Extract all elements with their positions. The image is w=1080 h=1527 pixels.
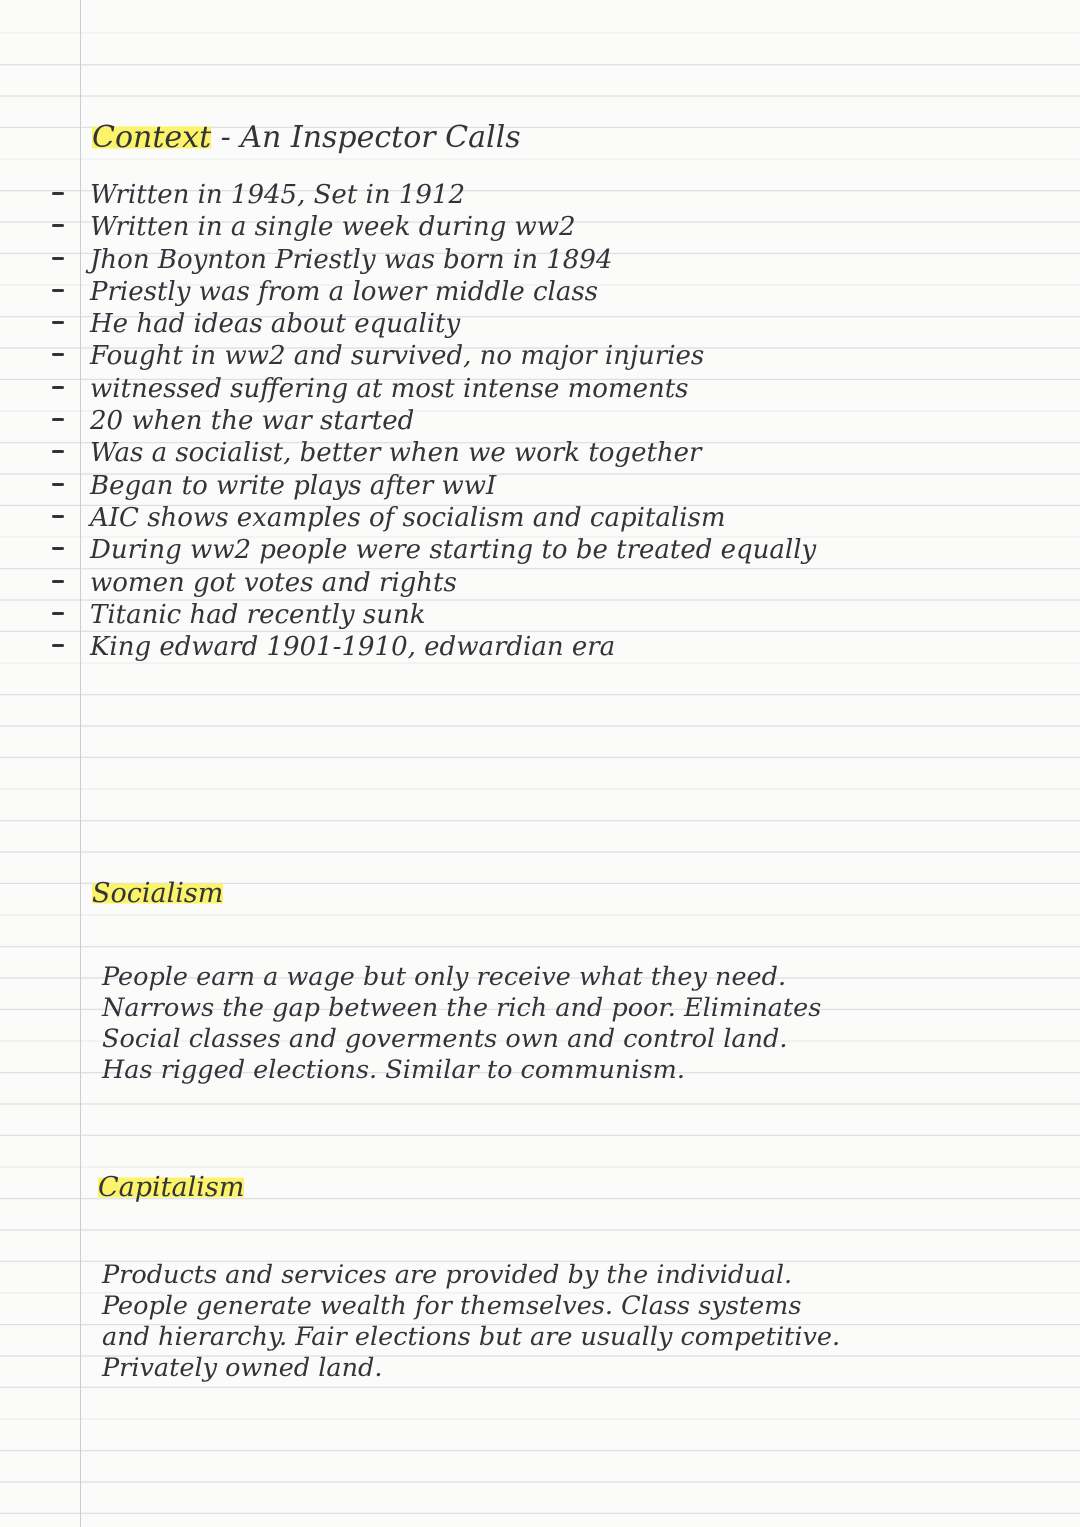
list-item xyxy=(40,406,1040,438)
capitalism-heading-highlight: Capitalism xyxy=(98,1172,245,1203)
list-item-text: 20 when the war started xyxy=(90,406,415,437)
list-item xyxy=(40,471,1040,503)
list-item-text: King edward 1901-1910, edwardian era xyxy=(90,632,616,663)
list-item xyxy=(40,374,1040,406)
list-item xyxy=(40,341,1040,373)
list-item-text: During ww2 people were starting to be treated equally xyxy=(90,535,817,566)
list-item xyxy=(40,438,1040,470)
paragraph-line: Narrows the gap between the rich and poor. Eliminates xyxy=(102,993,822,1023)
list-item xyxy=(40,180,1040,212)
list-item xyxy=(40,568,1040,600)
list-item xyxy=(40,535,1040,567)
title-highlight: Context xyxy=(92,120,212,155)
paragraph-line: People generate wealth for themselves. Class systems xyxy=(102,1291,802,1321)
dash-icon xyxy=(52,450,64,453)
list-item-text: He had ideas about equality xyxy=(90,309,461,340)
list-item-text: Was a socialist, better when we work together xyxy=(90,438,702,469)
dash-icon xyxy=(52,257,64,260)
paragraph-line: Social classes and goverments own and control land. xyxy=(102,1024,788,1054)
title-rest: - An Inspector Calls xyxy=(211,120,521,155)
paragraph-line: and hierarchy. Fair elections but are usually competitive. xyxy=(102,1322,841,1352)
socialism-paragraph xyxy=(102,962,821,1086)
dash-icon xyxy=(52,418,64,421)
list-item xyxy=(40,600,1040,632)
socialism-heading xyxy=(88,878,227,909)
dash-icon xyxy=(52,612,64,615)
paragraph-line: People earn a wage but only receive what they need. xyxy=(102,962,787,992)
dash-icon xyxy=(52,224,64,227)
list-item-text: Written in a single week during ww2 xyxy=(90,212,576,243)
page-title xyxy=(88,120,525,155)
list-item-text: Priestly was from a lower middle class xyxy=(90,276,599,307)
list-item-text: Jhon Boynton Priestly was born in 1894 xyxy=(90,244,613,275)
list-item-text: Began to write plays after wwI xyxy=(90,470,497,501)
dash-icon xyxy=(52,644,64,647)
dash-icon xyxy=(52,353,64,356)
socialism-heading-highlight: Socialism xyxy=(92,878,224,909)
list-item xyxy=(40,277,1040,309)
list-item xyxy=(40,503,1040,535)
list-item-text: women got votes and rights xyxy=(90,567,457,598)
list-item-text: Titanic had recently sunk xyxy=(90,599,426,630)
list-item xyxy=(40,245,1040,277)
list-item-text: witnessed suffering at most intense moments xyxy=(90,373,689,404)
list-item xyxy=(40,309,1040,341)
capitalism-paragraph xyxy=(102,1260,840,1384)
context-bullet-list xyxy=(40,180,1040,664)
list-item xyxy=(40,212,1040,244)
dash-icon xyxy=(52,483,64,486)
list-item-text: Fought in ww2 and survived, no major injuries xyxy=(90,341,705,372)
paragraph-line: Has rigged elections. Similar to communism. xyxy=(102,1055,685,1085)
dash-icon xyxy=(52,386,64,389)
dash-icon xyxy=(52,547,64,550)
dash-icon xyxy=(52,192,64,195)
dash-icon xyxy=(52,321,64,324)
paragraph-line: Products and services are provided by the individual. xyxy=(102,1260,793,1290)
list-item-text: Written in 1945, Set in 1912 xyxy=(90,180,466,210)
list-item-text: AIC shows examples of socialism and capitalism xyxy=(90,502,726,533)
dash-icon xyxy=(52,289,64,292)
dash-icon xyxy=(52,580,64,583)
dash-icon xyxy=(52,515,64,518)
capitalism-heading xyxy=(94,1172,248,1203)
list-item xyxy=(40,632,1040,664)
paragraph-line: Privately owned land. xyxy=(102,1353,383,1383)
